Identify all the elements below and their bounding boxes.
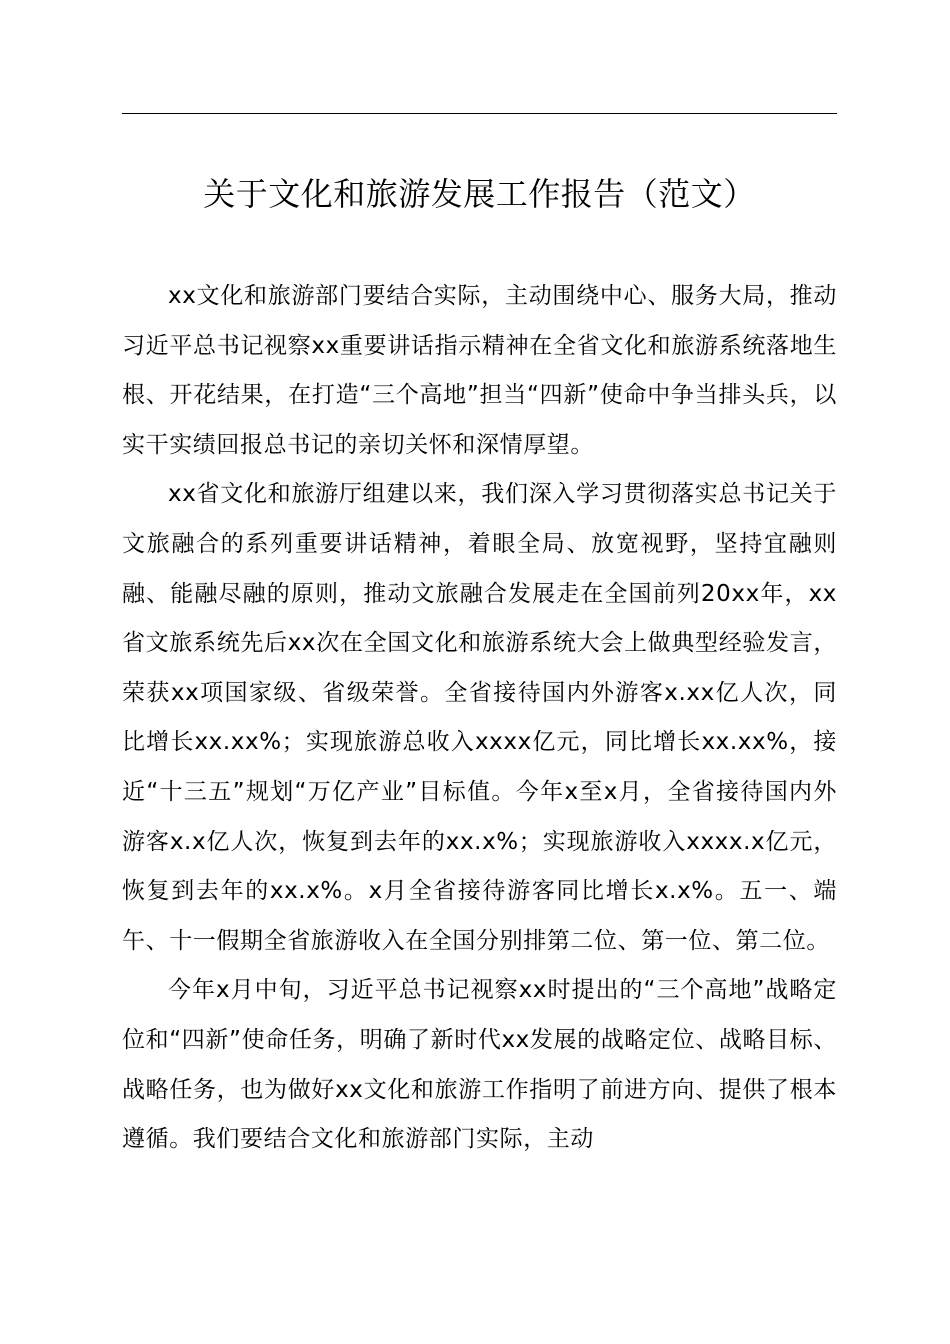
document-title: 关于文化和旅游发展工作报告（范文） [203,175,756,213]
document-body [122,272,837,1165]
paragraph-3: 今年x月中旬，习近平总书记视察xx时提出的“三个高地”战略定位和“四新”使命任务，明确了新时代xx发展的战略定位、战略目标、战略任务，也为做好xx文化和旅游工作指明了前进方向、提供了根本遵循。我们要结合文化和旅游部门实际，主动 [122,977,837,1153]
paragraph-2: xx省文化和旅游厅组建以来，我们深入学习贯彻落实总书记关于文旅融合的系列重要讲话精神，着眼全局、放宽视野，坚持宜融则融、能融尽融的原则，推动文旅融合发展走在全国前列20xx年，xx省文旅系统先后xx次在全国文化和旅游系统大会上做典型经验发言，荣获xx项国家级、省级荣誉。全省接待国内外游客x.xx亿人次，同比增长xx.xx%；实现旅游总收入xxxx亿元，同比增长xx.xx%，接近“十三五”规划“万亿产业”目标值。今年x至x月，全省接待国内外游客x.x亿人次，恢复到去年的xx.x%；实现旅游收入xxxx.x亿元，恢复到去年的xx.x%。x月全省接待游客同比增长x.x%。五一、端午、十一假期全省旅游收入在全国分别排第二位、第一位、第二位。 [122,481,837,954]
paragraph-1: xx文化和旅游部门要结合实际，主动围绕中心、服务大局，推动习近平总书记视察xx重要讲话指示精神在全省文化和旅游系统落地生根、开花结果，在打造“三个高地”担当“四新”使命中争当排头兵，以实干实绩回报总书记的亲切关怀和深情厚望。 [122,283,837,458]
header-rule [122,113,837,114]
